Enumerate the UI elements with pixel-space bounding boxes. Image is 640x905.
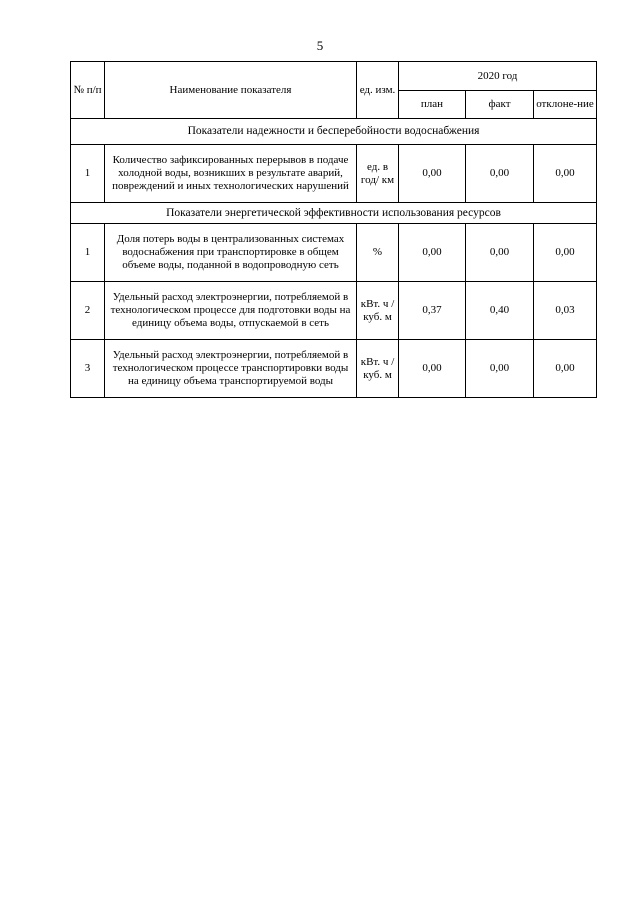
row-fact: 0,00 — [466, 340, 534, 398]
section-title: Показатели энергетической эффективности использования ресурсов — [71, 203, 597, 224]
row-num: 3 — [71, 340, 105, 398]
row-unit: ед. в год/ км — [357, 145, 399, 203]
header-plan: план — [399, 91, 466, 119]
row-unit: % — [357, 224, 399, 282]
section-row — [71, 119, 597, 145]
indicators-table — [70, 61, 597, 398]
table-row — [71, 224, 597, 282]
row-unit: кВт. ч / куб. м — [357, 282, 399, 340]
header-name: Наименование показателя — [105, 62, 357, 119]
table-row — [71, 282, 597, 340]
row-fact: 0,00 — [466, 145, 534, 203]
row-fact: 0,40 — [466, 282, 534, 340]
row-name: Доля потерь воды в централизованных системах водоснабжения при транспортировке в общем объеме воды, поданной в водопроводную сеть — [105, 224, 357, 282]
row-plan: 0,00 — [399, 145, 466, 203]
header-num: № п/п — [71, 62, 105, 119]
row-deviation: 0,00 — [534, 224, 597, 282]
header-year: 2020 год — [399, 62, 597, 91]
row-deviation: 0,03 — [534, 282, 597, 340]
row-name: Количество зафиксированных перерывов в подаче холодной воды, возникших в результате аварий, повреждений и иных технологических нарушений — [105, 145, 357, 203]
table-row — [71, 340, 597, 398]
row-plan: 0,37 — [399, 282, 466, 340]
row-unit: кВт. ч / куб. м — [357, 340, 399, 398]
row-fact: 0,00 — [466, 224, 534, 282]
row-name: Удельный расход электроэнергии, потребляемой в технологическом процессе транспортировки воды на единицу объема транспортируемой воды — [105, 340, 357, 398]
row-num: 2 — [71, 282, 105, 340]
header-deviation: отклоне-ние — [534, 91, 597, 119]
page-number: 5 — [316, 38, 324, 53]
row-plan: 0,00 — [399, 340, 466, 398]
row-plan: 0,00 — [399, 224, 466, 282]
row-deviation: 0,00 — [534, 340, 597, 398]
row-deviation: 0,00 — [534, 145, 597, 203]
section-row — [71, 203, 597, 224]
header-fact: факт — [466, 91, 534, 119]
header-row-1 — [71, 62, 597, 91]
section-title: Показатели надежности и бесперебойности водоснабжения — [71, 119, 597, 145]
row-name: Удельный расход электроэнергии, потребляемой в технологическом процессе для подготовки воды на единицу объема воды, отпускаемой в сеть — [105, 282, 357, 340]
header-unit: ед. изм. — [357, 62, 399, 119]
row-num: 1 — [71, 224, 105, 282]
row-num: 1 — [71, 145, 105, 203]
table-row — [71, 145, 597, 203]
